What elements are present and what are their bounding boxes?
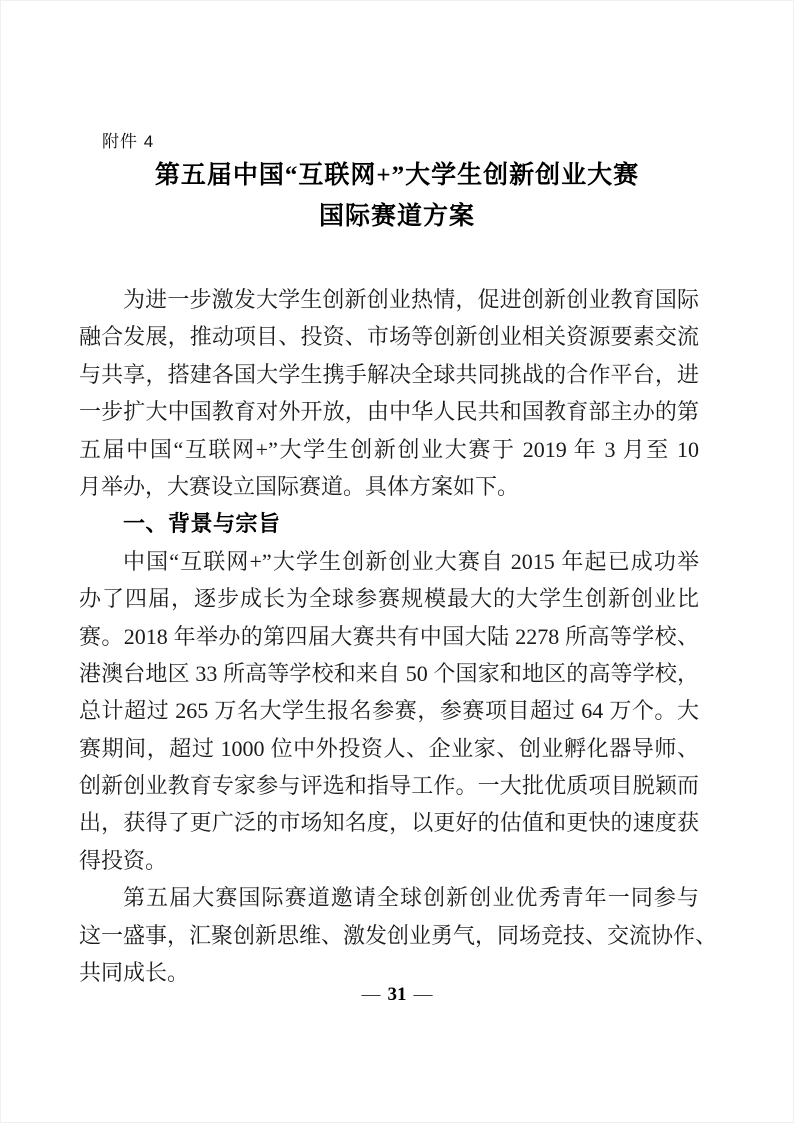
- paragraph2-line: 出，获得了更广泛的市场知名度，以更好的估值和更快的速度获: [79, 810, 699, 836]
- document-title-line1: 第五届中国“互联网+”大学生创新创业大赛: [154, 162, 640, 189]
- section-heading-background-purpose: 一、背景与宗旨: [123, 511, 281, 537]
- page-number: 31: [387, 984, 407, 1005]
- paragraph1-line: 融合发展，推动项目、投资、市场等创新创业相关资源要素交流: [79, 324, 699, 350]
- paragraph3-line: 第五届大赛国际赛道邀请全球创新创业优秀青年一同参与: [123, 885, 699, 911]
- paragraph2-line: 创新创业教育专家参与评选和指导工作。一大批优质项目脱颖而: [79, 773, 699, 799]
- paragraph2-line: 中国“互联网+”大学生创新创业大赛自 2015 年起已成功举: [123, 548, 699, 574]
- page-footer: [0, 984, 794, 1006]
- document-title: [0, 155, 794, 237]
- attachment-label: 附件 4: [102, 132, 155, 151]
- paragraph2-line: 得投资。: [79, 847, 168, 873]
- paragraph2-line: 赛。2018 年举办的第四届大赛共有中国大陆 2278 所高等学校、: [79, 623, 699, 649]
- paragraph2-line: 办了四届，逐步成长为全球参赛规模最大的大学生创新创业比: [79, 586, 699, 612]
- paragraph1-line: 五届中国“互联网+”大学生创新创业大赛于 2019 年 3 月至 10: [79, 436, 699, 462]
- paragraph2-line: 赛期间，超过 1000 位中外投资人、企业家、创业孵化器导师、: [79, 735, 699, 761]
- document-title-line2: 国际赛道方案: [318, 203, 475, 230]
- paragraph2-line: 港澳台地区 33 所高等学校和来自 50 个国家和地区的高等学校，: [79, 660, 699, 686]
- paragraph3-line: 这一盛事，汇聚创新思维、激发创业勇气，同场竞技、交流协作、: [79, 922, 718, 948]
- paragraph1-line: 为进一步激发大学生创新创业热情，促进创新创业教育国际: [123, 287, 699, 312]
- footer-dash-left: —: [361, 984, 381, 1005]
- paragraph2-line: 总计超过 265 万名大学生报名参赛，参赛项目超过 64 万个。大: [79, 698, 699, 724]
- paragraph3-line: 共同成长。: [79, 960, 190, 986]
- paragraph1-line: 月举办，大赛设立国际赛道。具体方案如下。: [79, 473, 520, 499]
- document-body: [79, 281, 718, 991]
- paragraph1-line: 与共享，搭建各国大学生携手解决全球共同挑战的合作平台，进: [79, 361, 699, 387]
- paragraph1-line: 一步扩大中国教育对外开放，由中华人民共和国教育部主办的第: [79, 399, 699, 425]
- footer-dash-right: —: [413, 984, 433, 1005]
